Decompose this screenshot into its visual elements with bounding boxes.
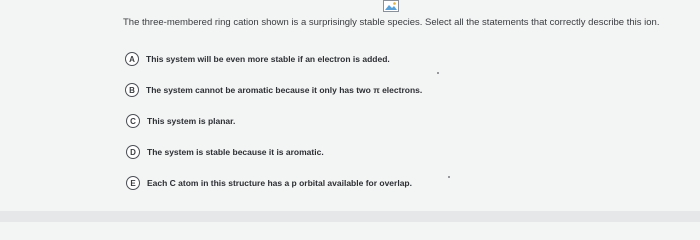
option-c[interactable]	[126, 112, 685, 130]
option-b[interactable]	[125, 81, 685, 99]
option-a-letter-badge: A	[125, 52, 139, 66]
option-b-letter-badge: B	[125, 83, 139, 97]
image-placeholder-icon	[383, 0, 399, 12]
dust-speck	[448, 176, 450, 178]
option-a-label: This system will be even more stable if an electron is added.	[146, 54, 390, 64]
option-a[interactable]	[125, 50, 685, 68]
option-e-letter-badge: E	[126, 176, 140, 190]
option-e[interactable]	[126, 174, 685, 192]
option-b-label: The system cannot be aromatic because it only has two π electrons.	[146, 85, 423, 95]
option-d[interactable]	[126, 143, 685, 161]
bottom-divider	[0, 211, 700, 222]
option-c-letter-badge: C	[126, 114, 140, 128]
question-text: The three-membered ring cation shown is a surprisingly stable species. Select all the statements that correctly describe this ion.	[123, 17, 660, 28]
option-d-label: The system is stable because it is aromatic.	[147, 147, 324, 157]
option-e-label: Each C atom in this structure has a p orbital available for overlap.	[147, 178, 412, 188]
dust-speck	[437, 72, 439, 74]
option-c-label: This system is planar.	[147, 116, 236, 126]
option-d-letter-badge: D	[126, 145, 140, 159]
answer-options	[125, 50, 685, 205]
